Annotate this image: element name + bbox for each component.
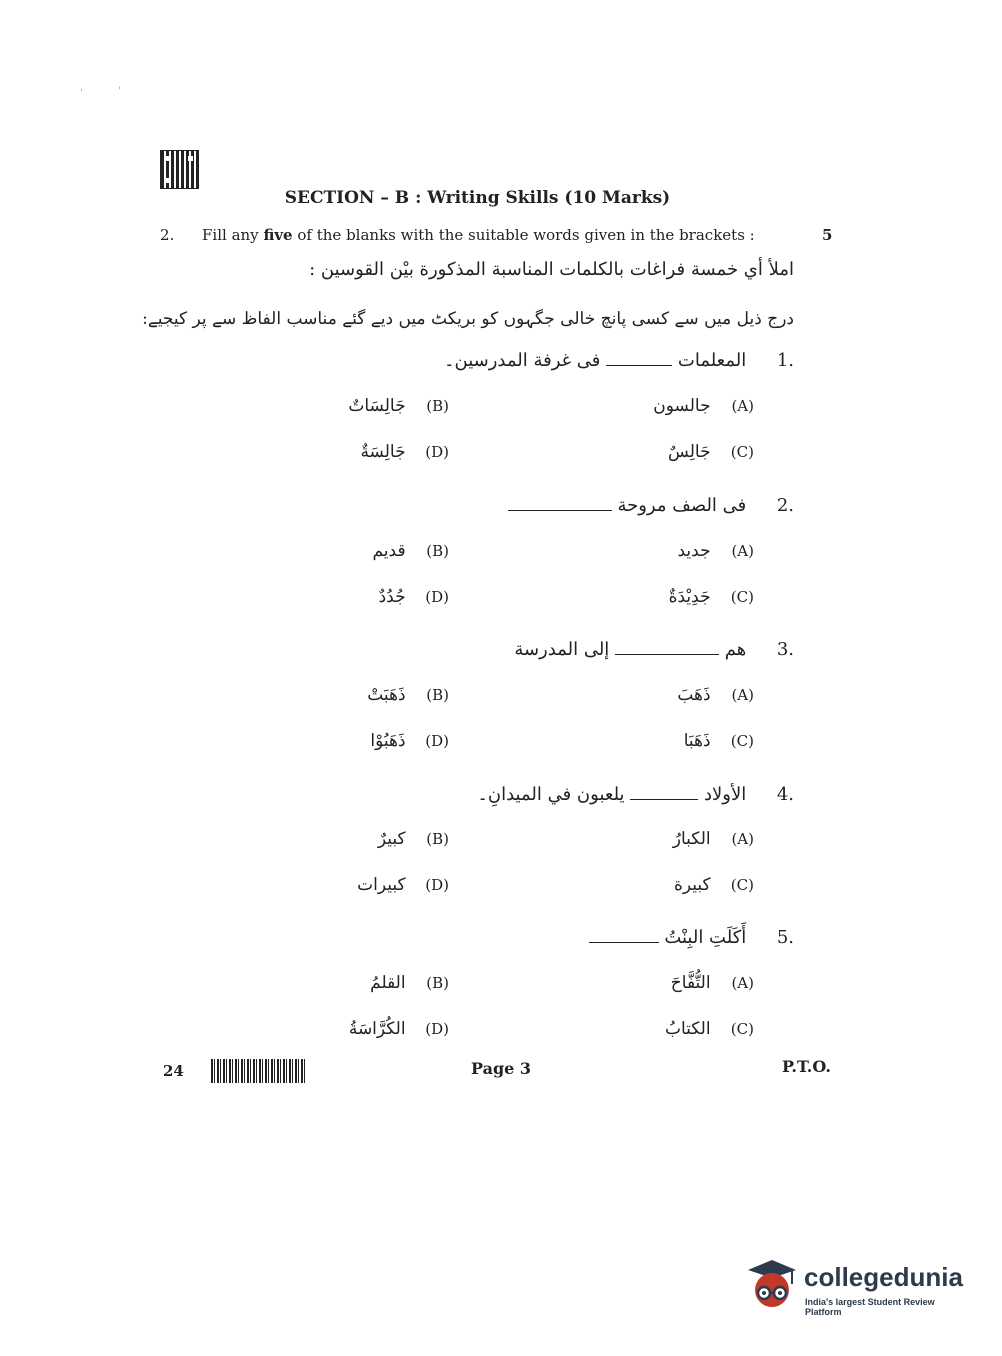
item-1-sentence <box>444 350 794 371</box>
scan-mark: ' <box>118 86 121 97</box>
item-text-before: هم <box>724 639 747 660</box>
blank-line <box>606 351 672 366</box>
option-text: جُدُدٌ <box>378 587 406 607</box>
option-label: (B) <box>426 974 449 992</box>
scan-mark: ' <box>80 88 83 99</box>
option-text: القلمُ <box>370 973 406 993</box>
option-text: جَالِسَاتٌ <box>348 396 406 416</box>
option-label: (C) <box>730 732 754 750</box>
item-5-option-d <box>349 1019 449 1039</box>
item-2-option-d <box>379 587 449 607</box>
option-text: كبيرة <box>673 875 711 895</box>
option-text: جَالِسَةٌ <box>360 442 406 462</box>
option-label: (D) <box>425 876 449 894</box>
option-text: ذَهَبَا <box>683 731 711 751</box>
item-text-after: يلعبون في الميدانِ۔ <box>477 784 625 805</box>
urdu-instruction: درج ذیل میں سے کسی پانچ خالی جگہوں کو بریکٹ میں دیے گئے مناسب الفاظ سے پر کیجیے: <box>142 309 794 329</box>
option-label: (A) <box>731 974 754 992</box>
item-5-option-a <box>671 973 754 993</box>
item-text-after: فی غرفة المدرسين۔ <box>443 350 601 371</box>
item-text-before: الأولاد <box>704 784 747 805</box>
item-2-sentence <box>508 495 794 516</box>
item-3-option-d <box>370 731 449 751</box>
item-2-option-b <box>372 541 449 561</box>
item-4-sentence <box>477 784 794 805</box>
item-1-option-b <box>348 396 449 416</box>
item-1-option-c <box>668 442 754 462</box>
option-label: (D) <box>425 1020 449 1038</box>
blank-line <box>615 640 719 655</box>
option-label: (D) <box>425 588 449 606</box>
item-number: .5 <box>776 927 794 948</box>
option-text: الكُرَّاسَةُ <box>348 1019 406 1039</box>
item-text-before: أَكَلَتِ البِنْتُ <box>664 927 747 948</box>
option-text: التُّفَّاحَ <box>670 973 711 993</box>
qr-code-icon <box>160 150 199 189</box>
option-label: (B) <box>426 686 449 704</box>
item-1-option-a <box>653 396 754 416</box>
blank-line <box>508 496 612 511</box>
option-label: (B) <box>426 397 449 415</box>
item-number: .2 <box>776 495 794 516</box>
logo-tagline: India's largest Student Review Platform <box>805 1297 935 1317</box>
item-4-option-c <box>674 875 754 895</box>
option-label: (D) <box>425 443 449 461</box>
page-number: Page 3 <box>471 1059 532 1078</box>
item-4-option-a <box>673 829 754 849</box>
arabic-instruction: املأ أي خمسة فراغات بالكلمات المناسبة المذكورة بيْن القوسين : <box>309 259 794 280</box>
item-2-option-a <box>678 541 755 561</box>
option-text: ذَهَبُوْا <box>370 731 406 751</box>
option-text: جَدِيْدَةٌ <box>668 587 711 607</box>
item-3-option-c <box>684 731 754 751</box>
option-label: (B) <box>426 830 449 848</box>
item-5-option-b <box>370 973 449 993</box>
option-text: جالسون <box>653 396 711 416</box>
logo-wordmark: collegedunia <box>804 1262 963 1292</box>
question-text-before: Fill any <box>202 226 259 244</box>
mascot-icon <box>742 1256 800 1314</box>
item-3-option-b <box>367 685 449 705</box>
option-label: (C) <box>730 876 754 894</box>
blank-line <box>589 928 659 943</box>
section-title: SECTION – B : Writing Skills (10 Marks) <box>284 188 671 208</box>
item-number: .1 <box>776 350 794 371</box>
option-text: قديم <box>372 541 406 561</box>
option-text: كبيرٌ <box>377 829 406 849</box>
item-text-before: فی الصف مروحة <box>617 495 747 516</box>
item-text-before: المعلمات <box>677 350 747 371</box>
option-label: (B) <box>426 542 449 560</box>
option-label: (A) <box>731 686 754 704</box>
item-5-option-c <box>665 1019 754 1039</box>
item-2-option-c <box>669 587 754 607</box>
option-label: (C) <box>730 588 754 606</box>
option-label: (A) <box>731 397 754 415</box>
option-label: (C) <box>730 1020 754 1038</box>
question-text <box>202 226 755 244</box>
paper-code: 24 <box>163 1062 184 1080</box>
option-text: الكتابُ <box>664 1019 711 1039</box>
item-4-option-d <box>357 875 449 895</box>
option-label: (A) <box>731 830 754 848</box>
option-text: جديد <box>677 541 711 561</box>
pto-label: P.T.O. <box>782 1057 831 1076</box>
option-text: ذَهَبَ <box>677 685 711 705</box>
collegedunia-logo <box>742 1250 972 1320</box>
item-1-option-d <box>360 442 449 462</box>
question-number: 2. <box>160 226 175 244</box>
question-marks: 5 <box>822 226 833 244</box>
option-text: الكبارُ <box>672 829 711 849</box>
item-3-sentence <box>514 639 794 660</box>
option-label: (C) <box>730 443 754 461</box>
option-text: ذَهَبَتْ <box>367 685 406 705</box>
item-3-option-a <box>677 685 754 705</box>
item-number: .3 <box>776 639 794 660</box>
item-text-after: إلى المدرسة <box>514 639 610 660</box>
question-text-after: of the blanks with the suitable words given in the brackets : <box>297 226 755 244</box>
item-number: .4 <box>776 784 794 805</box>
option-label: (A) <box>731 542 754 560</box>
barcode-icon <box>211 1059 306 1083</box>
question-text-bold: five <box>263 226 293 244</box>
item-5-sentence <box>589 927 794 948</box>
blank-line <box>630 785 698 800</box>
option-text: كبيرات <box>357 875 406 895</box>
option-label: (D) <box>425 732 449 750</box>
option-text: جَالِسٌ <box>668 442 711 462</box>
item-4-option-b <box>378 829 449 849</box>
